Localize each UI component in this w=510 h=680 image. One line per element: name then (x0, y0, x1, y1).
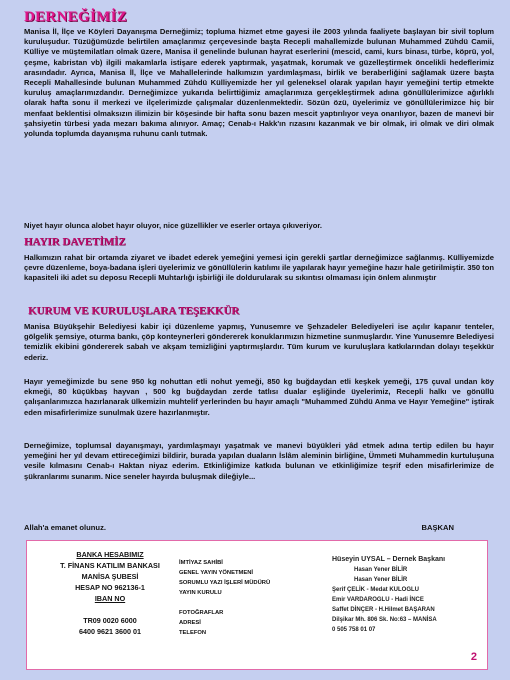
section-title-dernegimiz: DERNEĞİMİZ (24, 9, 128, 25)
signature: BAŞKAN (421, 523, 454, 532)
bank-account-block (35, 549, 185, 637)
bank-title: BANKA HESABIMIZ (76, 550, 144, 559)
section-paragraph-tesekkur-3: Derneğimize, toplumsal dayanışmayı, yardımlaşmayı yaşatmak ve manevi büyükleri yâd etmek adına tertip edilen bu hayır yemeğini her yıl devam ettireceğimizi bildirir, burada yapılan duaların İslâm aleminin birliğine, Ümmeti Muhammedin kurtuluşuna vesile kılmasını Cenab-ı Haktan niyaz ederim. Etkinliğimize katkıda bulunan ve etkinliğimize teşrif eden misafirlerimize de şükranlarımı sunarım. Nice seneler hayırda buluşmak dileğiyle... (24, 441, 494, 481)
role-label: TELEFON (179, 630, 207, 636)
role-label (179, 598, 319, 608)
iban-line-2: 6400 9621 3600 01 (79, 627, 141, 636)
role-label: İMTİYAZ SAHİBİ (179, 560, 223, 566)
spacer (35, 604, 185, 615)
masthead-name: Hasan Yener BİLİR (354, 577, 408, 583)
masthead-name: Emir VARDAROGLU - Hadi İNCE (332, 597, 424, 603)
role-label: SORUMLU YAZI İŞLERİ MÜDÜRÜ (179, 580, 271, 586)
masthead-name: Şerif ÇELİK - Medat KULOGLU (332, 587, 420, 593)
masthead-name: Hüseyin UYSAL – Dernek Başkanı (332, 556, 446, 563)
section-paragraph-tesekkur-1: Manisa Büyükşehir Belediyesi kabir içi düzenleme yapmış, Yunusemre ve Şehzadeler Belediyeleri ise açılır kapanır tenteler, gölgelik şemsiye, oturma bankı, çöp konteynerleri göndererek konuklarımızın hizmetine sunmuşlardır. Yine Yunusemre Belediyesi temizlik ekibini göndererek sabah ve akşam temizliğini yaptırmışlardır. Tüm kurum ve kuruluşlara katkılarından dolayı teşekkür ederiz. (24, 322, 494, 362)
masthead-name: Saffet DİNÇER - H.Hilmet BAŞARAN (332, 607, 435, 613)
bank-branch: MANİSA ŞUBESİ (81, 572, 139, 581)
masthead-roles (179, 558, 319, 638)
closing-line: Niyet hayır olunca alobet hayır oluyor, nice güzellikler ve eserler ortaya çıkıveriyor. (24, 221, 322, 230)
page-number: 2 (470, 651, 477, 663)
section-paragraph-tesekkur-2: Hayır yemeğimizde bu sene 950 kg nohuttan etli nohut yemeği, 850 kg buğdaydan etli keşkek yemeği, 175 çuval undan köy ekmeği, 80 küçükbaş hayvan , 500 kg buğdaydan zerde tatlısı dualar eşliğinde üyelerimiz, Recepli halkı ve gönüllü çalışanlarımızca hazırlanarak ülkemizin muhtelif yerlerinden bu hayır amaçlı "Muhammed Zühdü Anma ve Hayır Yemeğine" iştirak eden misafirlerimize sunulmak üzere hazırlanmıştır. (24, 377, 494, 417)
masthead-name: Hasan Yener BİLİR (354, 567, 408, 573)
farewell-text: Allah'a emanet olunuz. (24, 523, 106, 532)
farewell-row (24, 523, 494, 533)
bank-name: T. FİNANS KATILIM BANKASI (60, 561, 160, 570)
section-title-tesekkur: KURUM VE KURULUŞLARA TEŞEKKÜR (28, 305, 240, 317)
role-label: ADRESİ (179, 620, 201, 626)
role-label: YAYIN KURULU (179, 590, 222, 596)
section-paragraph-dernegimiz: Manisa İl, İlçe ve Köyleri Dayanışma Derneğimiz; topluma hizmet etme gayesi ile 2003 yılında faaliyete başlayan bir sivil toplum kuruluşudur. Tüzüğümüzde belirtilen amaçlarımız çerçevesinde başta Recepli mahallemizde bulunan Muhammed Zühdü Camii, Külliye ve müştemilatları olmak üzere, Manisa il genelinde bulunan hayrat eserlerini (mescid, cami, kurs binası, türbe, köprü, yol, çeşme, kabristan vb) ilgili makamlarla istişare ederek yaptırmak, yaşatmak, korumak ve güzelleştirmek öncelikli hedeflerimiz arasındadır. Ayrıca, Manisa İl, İlçe ve Mahallelerinde halkımızın yardımlaşması, birlik ve beraberliğini sağlamak üzere başta Recepli Mahallesinde bulunan Muhammed Zühdü Külliyemizde her yıl geleneksel olarak yapılan hayır yemeğini tertip etmekte kuruluş amaçlarımızdandır. Derneğimizce yukarıda belirttiğimiz amaçlarımıza gerçekleştirmek adına gönüllülerimizce ağırlıklı olarak hafta sonu il merkezi ve ilçelerimizde çalışmalar düzenlenmektedir. Sözün özü, üyelerimiz ve gönüllülerimizce hiç bir menfaat beklentisi olmaksızın ilimizin bir köşesinde bir hafta sonu bazen mescit yaptırılıyor veya onarılıyor, bazen de manevi bir şahsiyetin türbesi yada mezarı bakıma alınıyor. Amaç; Cenab-ı Hakk'ın rızasını kazanmak ve bir olmak, iri olmak ve diri olmak yolunda toplumda dayanışma ruhunu canlı tutmak. (24, 27, 494, 139)
iban-label: IBAN NO (94, 594, 126, 603)
masthead-names (332, 555, 482, 635)
role-label: GENEL YAYIN YÖNETMENİ (179, 570, 253, 576)
iban-line-1: TR09 0020 6000 (83, 616, 137, 625)
bank-account-number: HESAP NO 962136-1 (75, 583, 145, 592)
footer-box (26, 540, 488, 670)
role-label: FOTOĞRAFLAR (179, 610, 224, 616)
section-paragraph-hayir-davetimiz: Halkımızın rahat bir ortamda ziyaret ve ibadet ederek yemeğini yemesi için gerekli şartlar derneğimizce sağlanmış. Külliyemizde çevre düzenleme, boya-badana işleri üyelerimiz ve gönüllülerin katılımı ile yapılarak hayır yemeğine hazır hale getirilmiştir. 350 ton kapasiteli iki adet su deposu Recepli Muhtarlığı işbirliği ile doldurularak su sıkıntısı olmaması için önlem alınmıştır (24, 253, 494, 283)
section-title-hayir-davetimiz: HAYIR DAVETİMİZ (24, 236, 126, 248)
masthead-name: 0 505 758 01 07 (332, 627, 376, 633)
masthead-name: Dilşikar Mh. 806 Sk. No:63 – MANİSA (332, 617, 437, 623)
